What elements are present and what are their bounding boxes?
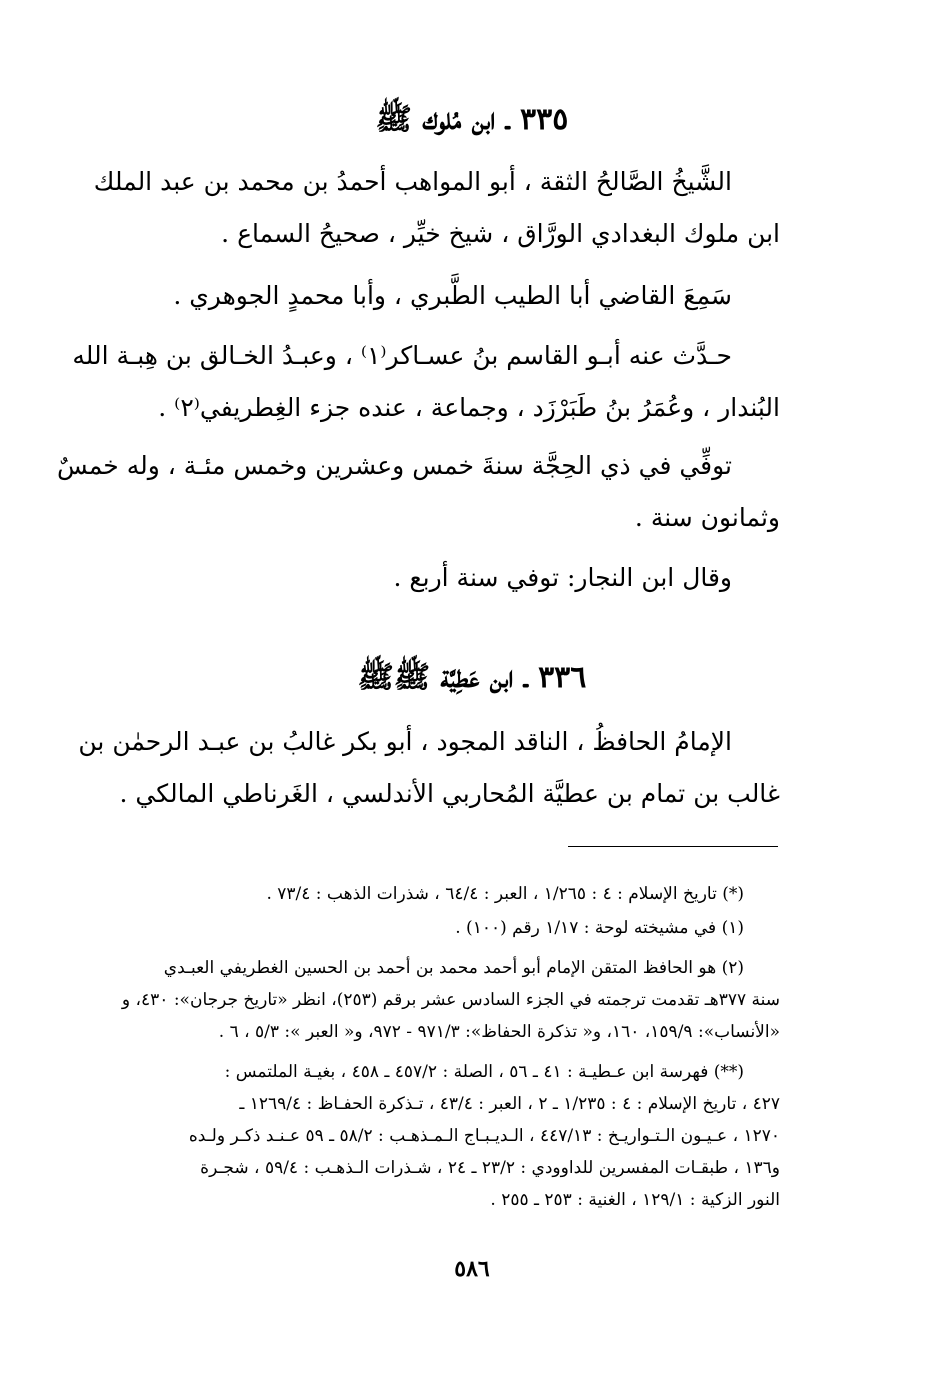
footnote-2-line-2: سنة ٣٧٧هـ تقدمت ترجمته في الجزء السادس عشر برقم (٢٥٣)، انظر «تاريخ جرجان»: ٤٣٠، و (121, 990, 780, 1010)
entry-336-p1-line-1: الإمامُ الحافظُ ، الناقد المجود ، أبو بكر غالبُ بن عبـد الرحمٰن بن (78, 727, 732, 756)
entry-335-paragraph-5: وقال ابن النجار: توفي سنة أربع . (393, 563, 732, 592)
entry-335-paragraph-4 (56, 440, 780, 544)
footnote-separator (568, 846, 778, 847)
footnote-star-2-line-2: ٤٢٧ ، تاريخ الإسلام : ٤ : ١/٢٣٥ ـ ٢ ، العبر : ٤٣/٤ ، تـذكرة الحفـاظ : ١٢٦٩/٤ ـ (239, 1094, 780, 1114)
footnote-star-2-line-1: (**) فهرسة ابن عـطيـة : ٤١ ـ ٥٦ ، الصلة : ٤٥٧/٢ ـ ٤٥٨ ، بغيـة الملتمس : (224, 1062, 744, 1082)
footnote-1-line: (١) في مشيخته لوحة : ١/١٧ رقم (١٠٠) . (455, 918, 744, 938)
footnote-2-line-1: (٢) هو الحافظ المتقن الإمام أبو أحمد محمد بن أحمد بن الحسين الغطريفي العبـدي (163, 958, 744, 978)
footnote-star-2-line-5: النور الزكية : ١٢٩/١ ، الغنية : ٢٥٣ ـ ٢٥٥ . (490, 1190, 780, 1210)
entry-335-p4-line-2: وثمانون سنة . (634, 503, 780, 532)
footnote-star-2-line-4: و١٣٦ ، طبقـات المفسرين للداوودي : ٢٣/٢ ـ ٢٤ ، شـذرات الـذهـب : ٥٩/٤ ، شجـرة (200, 1158, 780, 1178)
entry-335-p1-line-1: الشَّيخُ الصَّالحُ الثقة ، أبو المواهب أحمدُ بن محمد بن عبد الملك (93, 167, 732, 196)
footnote-star-1 (110, 878, 780, 910)
entry-335-p3-line-1: حـدَّث عنه أبـو القاسم بنُ عسـاكر⁽١⁾ ، وعبـدُ الخـالق بن هِبـة الله (72, 341, 732, 370)
entry-335-paragraph-1 (93, 156, 780, 260)
footnote-star-2-line-3: ١٢٧٠ ، عـيـون الـتـواريـخ : ٤٤٧/١٣ ، الـديـبـاج الـمـذهـب : ٥٨/٢ ـ ٥٩ عـنـد ذكـر ولـده (188, 1126, 780, 1146)
entry-335-p3-line-2: البُندار ، وعُمَرُ بنُ طَبَرْزَد ، وجماعة ، عنده جزء الغِطريفي⁽٢⁾ . (158, 393, 780, 422)
footnote-star-1-line: (*) تاريخ الإسلام : ٤ : ١/٢٦٥ ، العبر : ٦٤/٤ ، شذرات الذهب : ٧٣/٤ . (266, 884, 744, 904)
entry-336-paragraph-1 (78, 716, 780, 820)
entry-336-heading: ٣٣٦ ـ ابن عَطِيَّة ﷺﷺ (357, 660, 587, 695)
entry-335-p4-line-1: توفِّي في ذي الحِجَّة سنةَ خمس وعشرين وخمس مئـة ، وله خمسٌ (56, 451, 732, 480)
entry-335-heading: ٣٣٥ ـ ابن مُلوك ﷺ (375, 102, 569, 137)
footnote-2 (110, 952, 780, 1048)
footnote-star-2 (110, 1056, 780, 1216)
footnote-2-line-3: «الأنساب»: ١٥٩/٩، ١٦٠، و« تذكرة الحفاظ»: ٩٧١/٣ - ٩٧٢، و« العبر »: ٥/٣ ، ٦ . (218, 1022, 780, 1042)
footnote-1 (110, 912, 780, 944)
entry-335-paragraph-2: سَمِعَ القاضي أبا الطيب الطَّبري ، وأبا محمدٍ الجوهري . (173, 281, 732, 310)
entry-335-paragraph-3 (72, 330, 780, 434)
page-number: ٥٨٦ (454, 1256, 490, 1282)
entry-335-p1-line-2: ابن ملوك البغدادي الورَّاق ، شيخ خيِّر ، صحيحُ السماع . (221, 219, 780, 248)
entry-336-p1-line-2: غالب بن تمام بن عطيَّة المُحاربي الأندلسي ، الغَرناطي المالكي . (119, 779, 780, 808)
